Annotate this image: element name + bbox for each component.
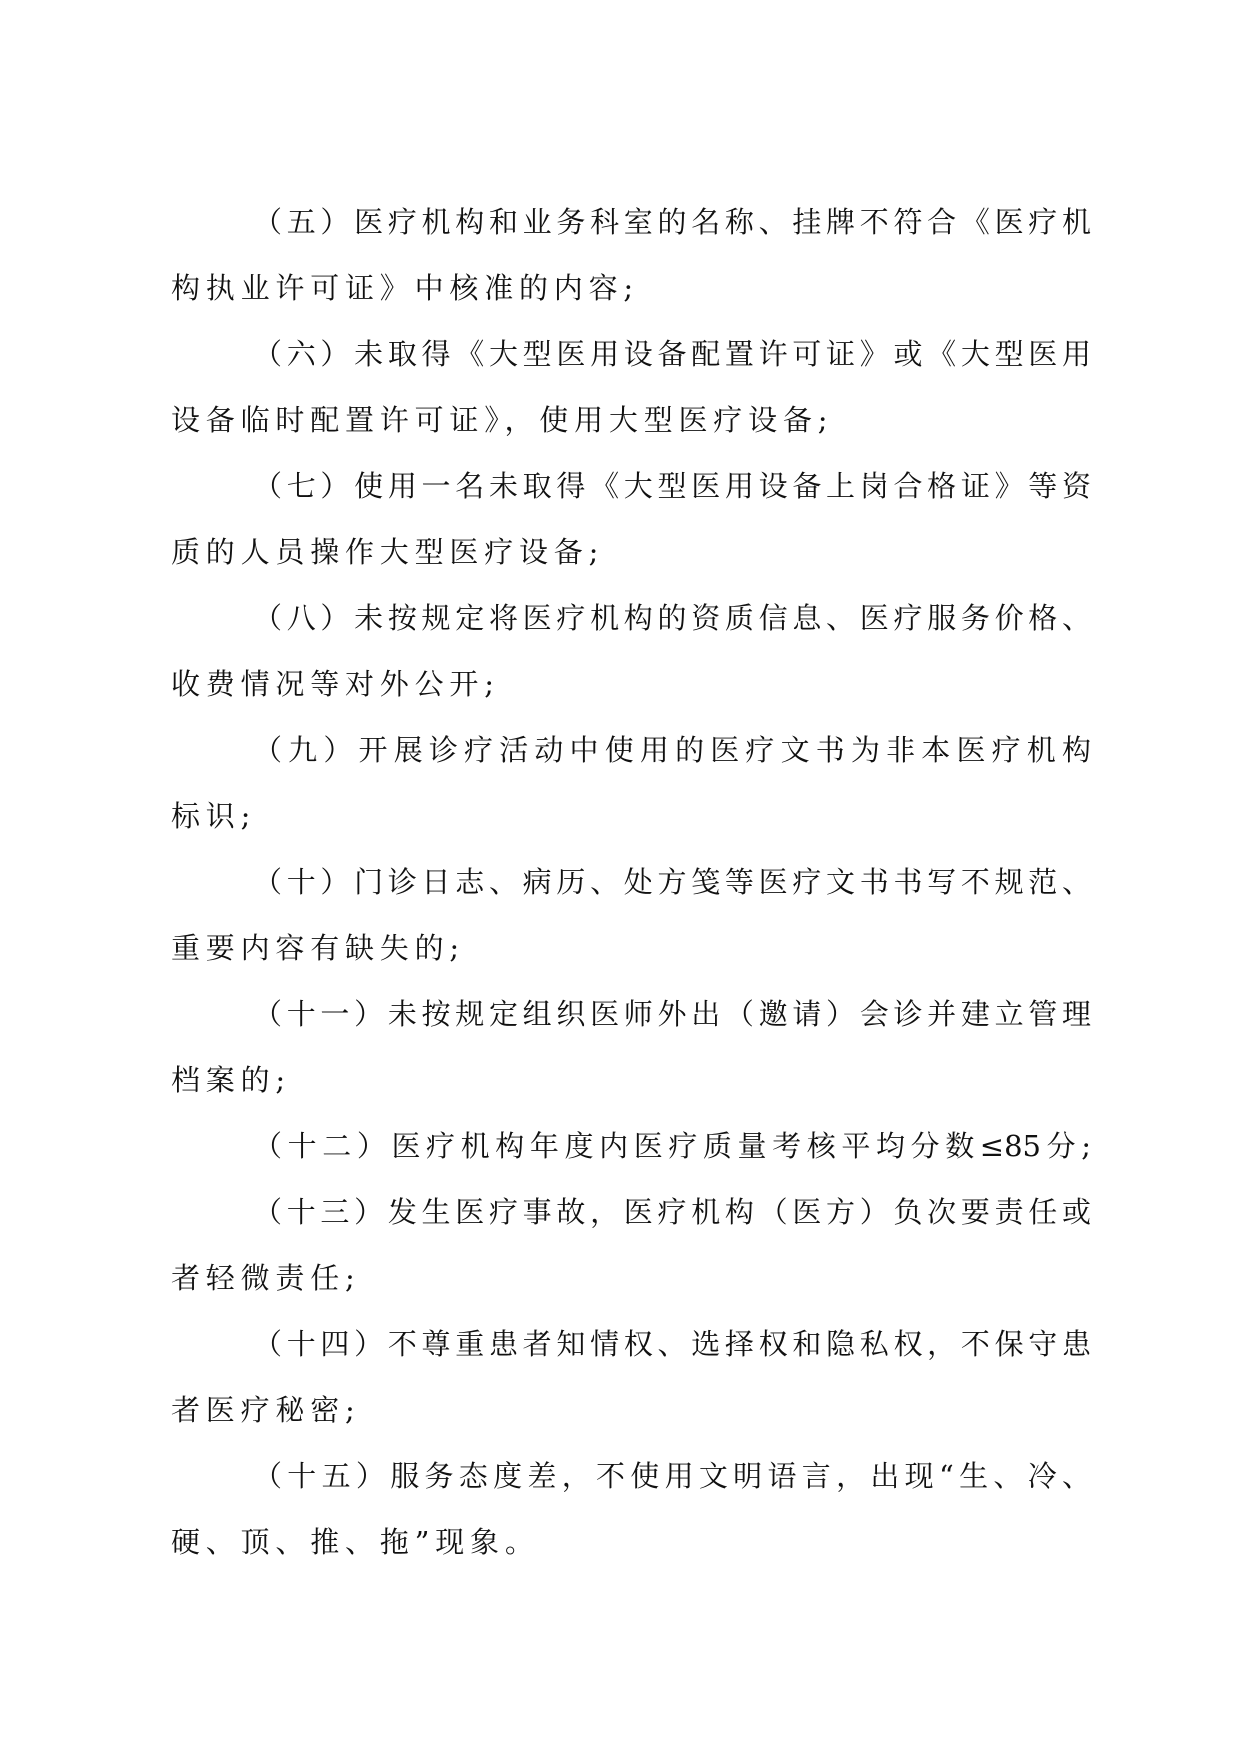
item-7-line-1: （七）使用一名未取得《大型医用设备上岗合格证》等资 <box>253 469 1091 503</box>
item-8-line-1: （八）未按规定将医疗机构的资质信息、医疗服务价格、 <box>253 601 1091 635</box>
item-15-line-2: 硬、顶、推、拖”现象。 <box>171 1525 540 1559</box>
item-9-line-1: （九）开展诊疗活动中使用的医疗文书为非本医疗机构 <box>253 733 1091 767</box>
item-15-line-1: （十五）服务态度差，不使用文明语言，出现“生、冷、 <box>253 1459 1091 1493</box>
item-5-line-2: 构执业许可证》中核准的内容; <box>171 271 639 305</box>
item-5-line-1: （五）医疗机构和业务科室的名称、挂牌不符合《医疗机 <box>253 205 1091 239</box>
item-6-line-2: 设备临时配置许可证》，使用大型医疗设备; <box>171 403 834 437</box>
item-14-line-2: 者医疗秘密; <box>171 1393 361 1427</box>
item-6-line-1: （六）未取得《大型医用设备配置许可证》或《大型医用 <box>253 337 1091 371</box>
item-13-line-2: 者轻微责任; <box>171 1261 361 1295</box>
item-12-line-1: （十二）医疗机构年度内医疗质量考核平均分数≤85分; <box>253 1129 1091 1163</box>
item-13-line-1: （十三）发生医疗事故，医疗机构（医方）负次要责任或 <box>253 1195 1091 1229</box>
item-8-line-2: 收费情况等对外公开; <box>171 667 500 701</box>
item-11-line-1: （十一）未按规定组织医师外出（邀请）会诊并建立管理 <box>253 997 1091 1031</box>
item-14-line-1: （十四）不尊重患者知情权、选择权和隐私权，不保守患 <box>253 1327 1091 1361</box>
item-11-line-2: 档案的; <box>171 1063 291 1097</box>
item-7-line-2: 质的人员操作大型医疗设备; <box>171 535 605 569</box>
item-10-line-1: （十）门诊日志、病历、处方笺等医疗文书书写不规范、 <box>253 865 1091 899</box>
item-10-line-2: 重要内容有缺失的; <box>171 931 465 965</box>
item-9-line-2: 标识; <box>171 799 257 833</box>
